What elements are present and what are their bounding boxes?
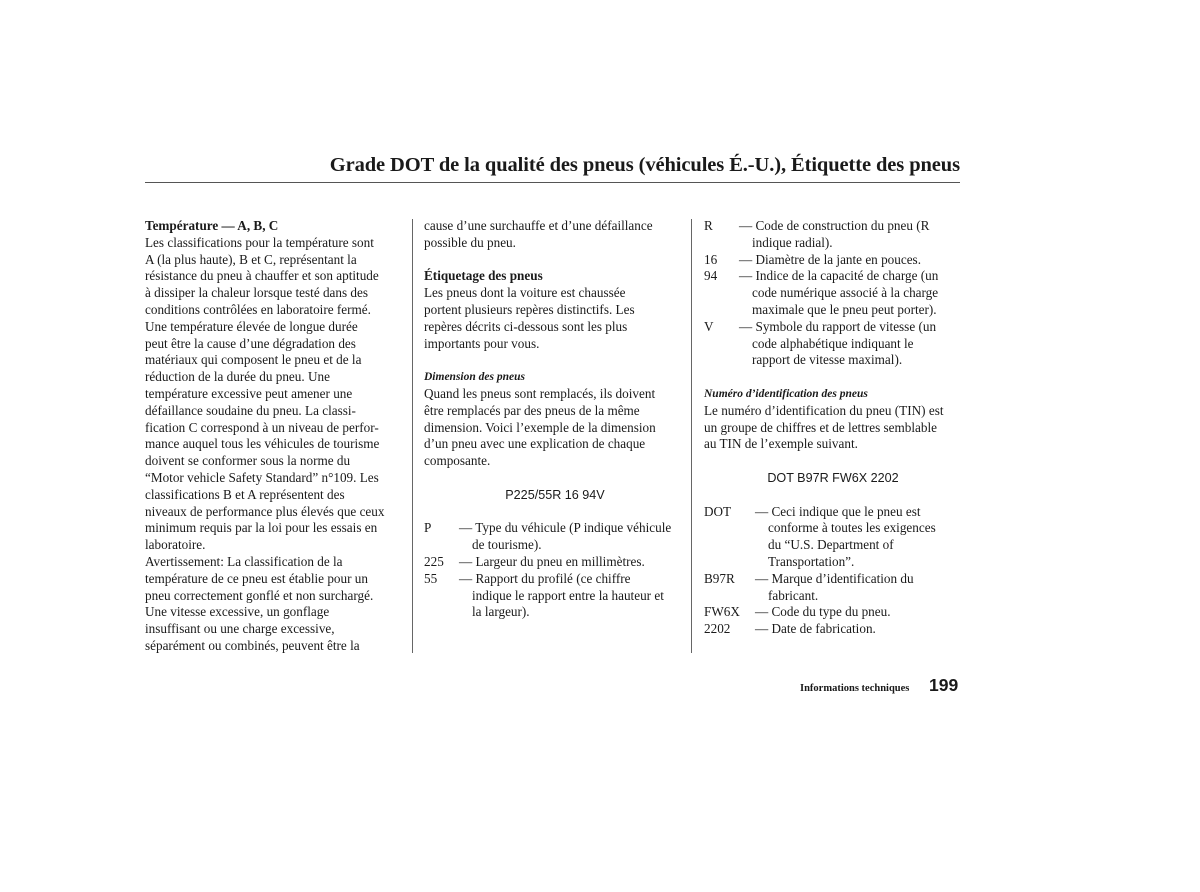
column-tire-identification — [704, 218, 962, 638]
definition-item — [424, 520, 686, 554]
definition-text: — Largeur du pneu en millimètres. — [459, 553, 645, 569]
definition-text: — Indice de la capacité de charge (un — [739, 268, 939, 284]
definition-key: 225 — [424, 553, 444, 569]
definition-text: — Code du type du pneu. — [755, 604, 891, 620]
definition-text: — Marque d’identification du — [755, 570, 914, 586]
text-line: niveaux de performance plus élevés que ceux — [145, 503, 385, 519]
text-line: réduction de la durée du pneu. Une — [145, 369, 330, 385]
column-tire-labeling — [424, 218, 686, 621]
text-line: Avertissement: La classification de la — [145, 553, 343, 569]
text-line: Une vitesse excessive, un gonflage — [145, 604, 330, 620]
definition-text: — Symbole du rapport de vitesse (un — [739, 318, 937, 334]
text-line: un groupe de chiffres et de lettres semblable — [704, 419, 938, 435]
definition-text: indique le rapport entre la hauteur et — [472, 587, 664, 603]
text-line: “Motor vehicle Safety Standard” n°109. Les — [145, 469, 379, 485]
text-line: Quand les pneus sont remplacés, ils doivent — [424, 385, 656, 401]
text-line: Le numéro d’identification du pneu (TIN) est — [704, 402, 944, 418]
text-line: pneu correctement gonflé et non surchargé. — [145, 587, 374, 603]
definition-text: fabricant. — [768, 587, 819, 603]
text-line: d’un pneu avec une explication de chaque — [424, 436, 646, 452]
text-line: A (la plus haute), B et C, représentant la — [145, 251, 357, 267]
text-line: dimension. Voici l’exemple de la dimension — [424, 419, 656, 435]
text-line: insuffisant ou une charge excessive, — [145, 621, 335, 637]
definition-text: — Type du véhicule (P indique véhicule — [459, 520, 672, 536]
tire-size-subheading: Dimension des pneus — [424, 371, 525, 384]
definition-item — [424, 554, 686, 571]
definition-text: indique radial). — [752, 234, 833, 250]
text-line: séparément ou combinés, peuvent être la — [145, 637, 360, 653]
definition-text: du “U.S. Department of — [768, 537, 894, 553]
definition-text: — Date de fabrication. — [755, 621, 876, 637]
definition-text: maximale que le pneu peut porter). — [752, 301, 937, 317]
text-line: composante. — [424, 453, 491, 469]
text-line: Une température élevée de longue durée — [145, 318, 358, 334]
text-line: doivent se conformer sous la norme du — [145, 453, 351, 469]
definition-text: — Code de construction du pneu (R — [739, 218, 930, 233]
title-rule — [145, 182, 960, 183]
tin-code: DOT B97R FW6X 2202 — [767, 470, 899, 485]
page-title: Grade DOT de la qualité des pneus (véhicules É.-U.), Étiquette des pneus — [329, 154, 960, 176]
text-line: au TIN de l’exemple suivant. — [704, 436, 858, 452]
text-line: classifications B et A représentent des — [145, 486, 345, 502]
definition-item — [704, 621, 962, 638]
definition-key: 2202 — [704, 621, 731, 637]
text-line: laboratoire. — [145, 537, 206, 553]
definition-key: 16 — [704, 251, 718, 267]
column-divider-2 — [691, 219, 692, 653]
definition-item — [704, 218, 962, 252]
text-line: possible du pneu. — [424, 234, 516, 250]
text-line: résistance du pneu à chauffer et son aptitude — [145, 268, 379, 284]
definition-item — [424, 571, 686, 621]
definition-text: code numérique associé à la charge — [752, 285, 939, 301]
text-line: à dissiper la chaleur lorsque testé dans des — [145, 285, 369, 301]
text-line: peut être la cause d’une dégradation des — [145, 335, 356, 351]
text-line: température de ce pneu est établie pour un — [145, 570, 368, 586]
tire-labeling-heading: Étiquetage des pneus — [424, 268, 543, 284]
definition-item — [704, 604, 962, 621]
column-divider-1 — [412, 219, 413, 653]
text-line: portent plusieurs repères distinctifs. Les — [424, 301, 635, 317]
page-number: 199 — [929, 675, 959, 695]
text-line: être remplacés par des pneus de la même — [424, 402, 640, 418]
definition-text: rapport de vitesse maximal). — [752, 352, 903, 368]
definition-item — [704, 571, 962, 605]
text-line: cause d’une surchauffe et d’une défaillance — [424, 218, 653, 233]
text-line: Les classifications pour la température sont — [145, 234, 374, 250]
definition-key: V — [704, 318, 714, 334]
column-temperature — [145, 218, 407, 655]
definition-text: — Ceci indique que le pneu est — [755, 503, 921, 519]
definition-key: 94 — [704, 268, 718, 284]
text-line: Les pneus dont la voiture est chaussée — [424, 285, 626, 301]
temperature-heading: Température — A, B, C — [145, 218, 279, 233]
text-line: matériaux qui composent le pneu et de la — [145, 352, 362, 368]
text-line: fication C correspond à un niveau de perfor- — [145, 419, 379, 435]
definition-item — [704, 252, 962, 269]
definition-text: conforme à toutes les exigences — [768, 520, 936, 536]
text-line: repères décrits ci-dessous sont les plus — [424, 318, 628, 334]
text-line: mance auquel tous les véhicules de tourisme — [145, 436, 380, 452]
definition-text: Transportation”. — [768, 553, 855, 569]
definition-item — [704, 319, 962, 369]
definition-text: — Diamètre de la jante en pouces. — [739, 251, 921, 267]
definition-key: 55 — [424, 570, 438, 586]
text-line: minimum requis par la loi pour les essais en — [145, 520, 378, 536]
tin-subheading: Numéro d’identification des pneus — [704, 387, 868, 400]
definition-key: P — [424, 520, 432, 536]
tire-size-code: P225/55R 16 94V — [505, 487, 605, 502]
definition-text: de tourisme). — [472, 537, 542, 553]
footer-section-label: Informations techniques — [800, 683, 910, 694]
text-line: conditions contrôlées en laboratoire fermé. — [145, 301, 371, 317]
definition-item — [704, 504, 962, 571]
definition-text: code alphabétique indiquant le — [752, 335, 914, 351]
definition-key: B97R — [704, 570, 735, 586]
text-line: température excessive peut amener une — [145, 385, 353, 401]
definition-text: — Rapport du profilé (ce chiffre — [459, 570, 631, 586]
definition-text: la largeur). — [472, 604, 530, 620]
definition-key: DOT — [704, 503, 732, 519]
text-line: importants pour vous. — [424, 335, 540, 351]
definition-item — [704, 268, 962, 318]
definition-key: FW6X — [704, 604, 740, 620]
text-line: défaillance soudaine du pneu. La classi- — [145, 402, 356, 418]
definition-key: R — [704, 218, 713, 233]
